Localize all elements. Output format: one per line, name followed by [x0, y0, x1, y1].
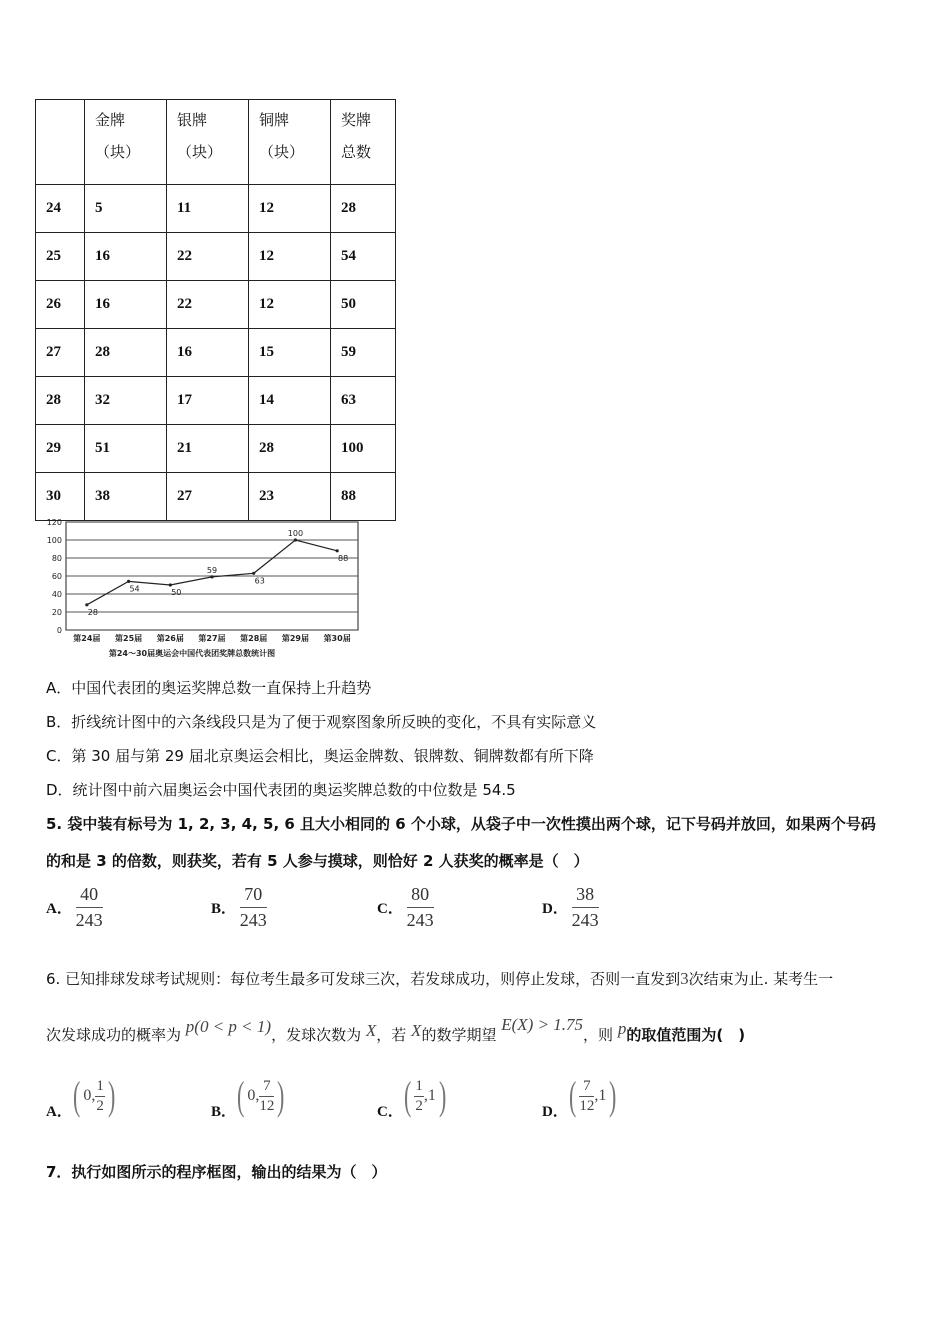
- paren-left: (: [568, 1073, 577, 1118]
- x-tick-label: 第28届: [240, 634, 268, 643]
- denominator: 12: [259, 1097, 275, 1114]
- table-row: [36, 233, 396, 281]
- data-point: [336, 549, 339, 552]
- fraction: [572, 884, 599, 931]
- paren-right: ): [438, 1073, 447, 1118]
- table-cell: 11: [167, 185, 249, 233]
- denominator: 243: [239, 910, 267, 930]
- header-text: 铜牌: [259, 111, 290, 129]
- x-tick-label: 第26届: [156, 634, 184, 643]
- numerator: 40: [76, 884, 103, 908]
- denominator: 2: [415, 1097, 423, 1114]
- q6-stem-line2: [46, 1015, 746, 1045]
- data-point: [252, 572, 255, 575]
- x-tick-label: 第24届: [73, 634, 101, 643]
- q6-option-c-label: C．: [377, 1104, 403, 1120]
- q6-option-b-interval: [234, 1073, 288, 1118]
- table-row: [36, 281, 396, 329]
- x-tick-label: 第27届: [198, 634, 226, 643]
- numerator: 1: [95, 1078, 105, 1097]
- option-label: C．: [377, 901, 403, 917]
- table-cell: 22: [167, 281, 249, 329]
- header-cell-silver: [167, 100, 249, 185]
- paren-left: (: [403, 1073, 412, 1118]
- fraction: [407, 884, 434, 931]
- q6-text: ，若: [376, 1026, 407, 1044]
- q6-option-d-interval: [566, 1073, 620, 1118]
- numerator: 7: [579, 1078, 594, 1097]
- data-label: 54: [129, 584, 140, 594]
- table-cell: 28: [249, 425, 331, 473]
- denominator: 243: [75, 910, 103, 930]
- paren-right: ): [277, 1073, 285, 1118]
- data-point: [210, 575, 213, 578]
- table-cell: 27: [36, 329, 85, 377]
- table-row: [36, 377, 396, 425]
- x-tick-label: 第25届: [115, 634, 143, 643]
- table-row: [36, 425, 396, 473]
- fraction: [259, 1078, 274, 1115]
- q4-option-a: A．中国代表团的奥运奖牌总数一直保持上升趋势: [46, 679, 372, 697]
- table-cell: 14: [249, 377, 331, 425]
- table-cell: 100: [331, 425, 396, 473]
- table-cell: 15: [249, 329, 331, 377]
- fraction: [579, 1078, 594, 1115]
- q6-math: p(0 < p < 1): [185, 1017, 272, 1036]
- q6-text: 次结束为止. 某考生一: [688, 970, 834, 988]
- q6-text: 次发球成功的概率为: [46, 1026, 182, 1044]
- y-tick-label: 0: [56, 626, 62, 635]
- table-cell: 24: [36, 185, 85, 233]
- table-row: [36, 185, 396, 233]
- option-label: A．: [46, 901, 72, 917]
- header-unit: （块）: [95, 143, 141, 161]
- q6-option-a-label: A．: [46, 1104, 72, 1120]
- interval-left: 0,: [83, 1087, 96, 1104]
- table-row: [36, 329, 396, 377]
- fraction: [95, 1078, 105, 1115]
- q6-text: 6. 已知排球发球考试规则：每位考生最多可发球三次，若发球成功，则停止发球，否则一直发到: [46, 970, 681, 988]
- data-label: 50: [171, 588, 182, 597]
- table-cell: 27: [167, 473, 249, 521]
- header-cell-bronze: [249, 100, 331, 185]
- data-point: [294, 538, 297, 541]
- q5-option-d: [542, 884, 599, 931]
- data-label: 59: [206, 565, 218, 575]
- table-cell: 16: [85, 233, 167, 281]
- q6-stem-line1: [46, 968, 833, 989]
- table-cell: 32: [85, 377, 167, 425]
- data-point: [169, 583, 172, 586]
- table-row: [36, 473, 396, 521]
- y-tick-label: 80: [51, 554, 62, 563]
- x-tick-label: 第29届: [281, 634, 309, 643]
- y-tick-label: 40: [51, 590, 62, 599]
- table-cell: 17: [167, 377, 249, 425]
- q5-option-c: [377, 884, 434, 931]
- q5-option-b: [211, 884, 267, 931]
- q6-math: X: [411, 1021, 422, 1040]
- data-point: [127, 580, 130, 583]
- header-cell-gold: [85, 100, 167, 185]
- table-cell: 16: [167, 329, 249, 377]
- q6-option-d-label: D．: [542, 1104, 568, 1120]
- header-text: 奖牌: [341, 111, 372, 129]
- paren-right: ): [107, 1073, 116, 1118]
- fraction: [414, 1078, 424, 1115]
- table-cell: 12: [249, 281, 331, 329]
- table-cell: 59: [331, 329, 396, 377]
- header-text: 金牌: [95, 111, 126, 129]
- table-cell: 12: [249, 185, 331, 233]
- data-label: 88: [338, 553, 349, 563]
- table-cell: 28: [331, 185, 396, 233]
- y-tick-label: 120: [46, 518, 62, 527]
- table-cell: 51: [85, 425, 167, 473]
- numerator: 7: [259, 1078, 274, 1097]
- table-cell: 38: [85, 473, 167, 521]
- denominator: 243: [406, 910, 434, 930]
- q6-math: 3: [680, 969, 689, 988]
- table-cell: 28: [85, 329, 167, 377]
- q6-text: ，发球次数为: [271, 1026, 362, 1044]
- q6-math: p: [617, 1019, 627, 1038]
- medal-table: [35, 99, 396, 521]
- table-header-row: [36, 100, 396, 185]
- header-unit: 总数: [341, 143, 372, 161]
- data-label: 100: [287, 529, 304, 538]
- data-label: 63: [254, 576, 265, 586]
- q6-text: ，则: [583, 1026, 614, 1044]
- chart-title: 第24～30届奥运会中国代表团奖牌总数统计图: [108, 649, 276, 658]
- table-cell: 54: [331, 233, 396, 281]
- q4-option-d: D．统计图中前六届奥运会中国代表团的奥运奖牌总数的中位数是 54.5: [46, 781, 516, 799]
- fraction: [240, 884, 267, 931]
- numerator: 38: [572, 884, 599, 908]
- header-cell-total: [331, 100, 396, 185]
- table-cell: 21: [167, 425, 249, 473]
- y-tick-label: 100: [46, 536, 62, 545]
- header-unit: （块）: [177, 143, 223, 161]
- q6-text: 的数学期望: [421, 1026, 497, 1044]
- q4-option-c: C．第 30 届与第 29 届北京奥运会相比，奥运金牌数、银牌数、铜牌数都有所下降: [46, 747, 594, 765]
- fraction: [76, 884, 103, 931]
- table-cell: 63: [331, 377, 396, 425]
- header-cell: [36, 100, 85, 185]
- numerator: 1: [414, 1078, 424, 1097]
- table-cell: 23: [249, 473, 331, 521]
- q7-stem: 7．执行如图所示的程序框图，输出的结果为（ ）: [46, 1163, 387, 1181]
- table-cell: 28: [36, 377, 85, 425]
- interval-right: ,1: [594, 1087, 607, 1104]
- table-cell: 12: [249, 233, 331, 281]
- q5-stem-line2: 的和是 3 的倍数，则获奖，若有 5 人参与摸球，则恰好 2 人获奖的概率是（ ）: [46, 852, 589, 870]
- numerator: 80: [407, 884, 434, 908]
- option-label: D．: [542, 901, 568, 917]
- header-text: 银牌: [177, 111, 208, 129]
- header-unit: （块）: [259, 143, 305, 161]
- denominator: 12: [579, 1097, 595, 1114]
- table-cell: 22: [167, 233, 249, 281]
- medal-line-chart: [30, 515, 370, 665]
- paren-left: (: [236, 1073, 245, 1118]
- q6-text: 的取值范围为( ): [626, 1026, 746, 1044]
- table-cell: 5: [85, 185, 167, 233]
- data-label: 28: [87, 607, 98, 617]
- table-cell: 16: [85, 281, 167, 329]
- y-tick-label: 60: [51, 572, 62, 581]
- table-cell: 50: [331, 281, 396, 329]
- numerator: 70: [240, 884, 267, 908]
- table-cell: 29: [36, 425, 85, 473]
- interval-left: 0,: [247, 1087, 260, 1104]
- q6-option-a-interval: [70, 1073, 118, 1118]
- table-cell: 25: [36, 233, 85, 281]
- denominator: 243: [571, 910, 599, 930]
- q6-math: E(X) > 1.75: [501, 1015, 584, 1034]
- q6-option-b-label: B．: [211, 1104, 237, 1120]
- table-cell: 88: [331, 473, 396, 521]
- q5-stem-line1: 5. 袋中装有标号为 1, 2, 3, 4, 5, 6 且大小相同的 6 个小球，从袋子中一次性摸出两个球，记下号码并放回，如果两个号码: [46, 815, 876, 833]
- option-label: B．: [211, 901, 237, 917]
- paren-right: ): [609, 1073, 617, 1118]
- q6-option-c-interval: [401, 1073, 449, 1118]
- x-tick-label: 第30届: [323, 634, 351, 643]
- data-point: [85, 603, 88, 606]
- paren-left: (: [72, 1073, 81, 1118]
- q4-option-b: B．折线统计图中的六条线段只是为了便于观察图象所反映的变化，不具有实际意义: [46, 713, 597, 731]
- y-tick-label: 20: [51, 608, 62, 617]
- denominator: 2: [96, 1097, 104, 1114]
- q5-option-a: [46, 884, 103, 931]
- table-cell: 30: [36, 473, 85, 521]
- table-cell: 26: [36, 281, 85, 329]
- interval-right: ,1: [423, 1087, 436, 1104]
- q6-math: X: [365, 1021, 377, 1040]
